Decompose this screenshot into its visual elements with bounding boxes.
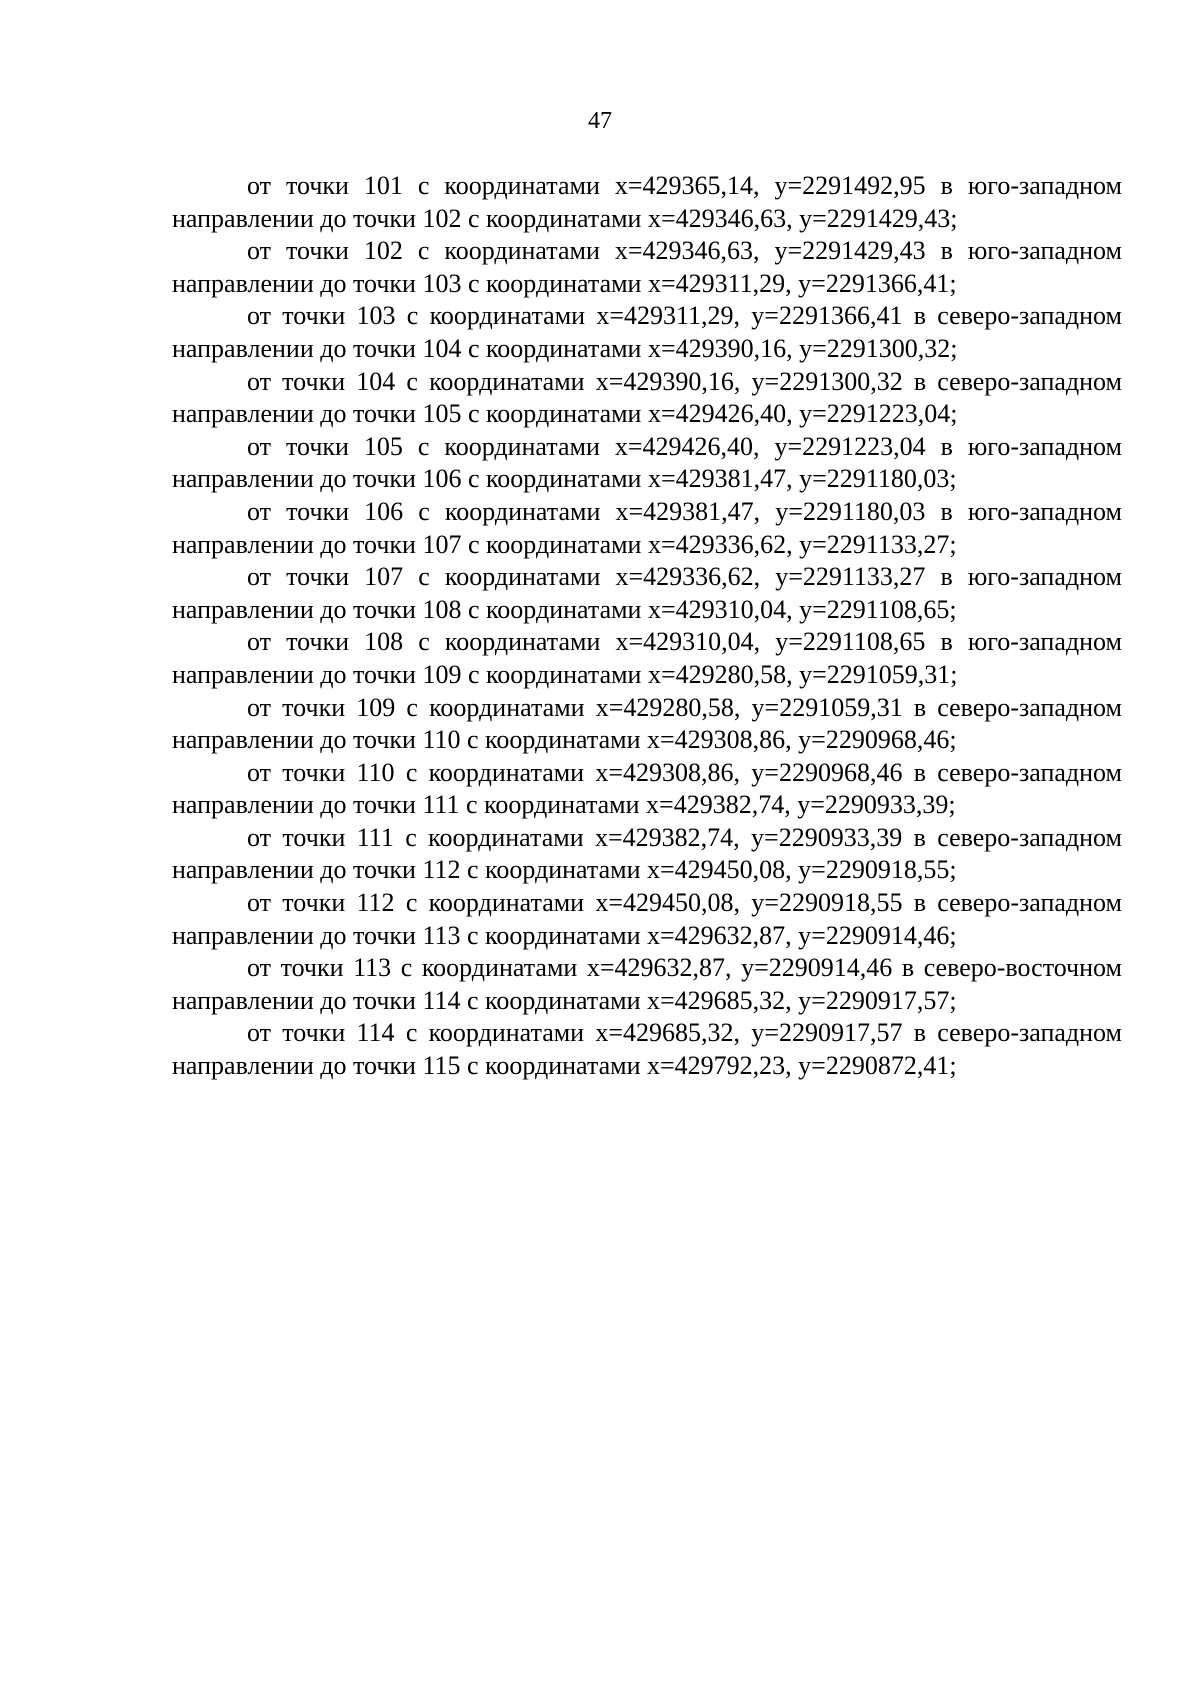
body-text — [172, 170, 1122, 1083]
paragraph: от точки 113 с координатами x=429632,87, y=2290914,46 в северо-восточном направлении до точки 114 с координатами x=429685,32, y=2290917,57; — [172, 953, 1122, 1015]
paragraph: от точки 112 с координатами x=429450,08, y=2290918,55 в северо-западном направлении до точки 113 с координатами x=429632,87, y=2290914,46; — [172, 888, 1122, 950]
paragraph: от точки 114 с координатами x=429685,32, y=2290917,57 в северо-западном направлении до точки 115 с координатами x=429792,23, y=2290872,41; — [172, 1018, 1122, 1081]
paragraph: от точки 103 с координатами x=429311,29, y=2291366,41 в северо-западном направлении до точки 104 с координатами x=429390,16, y=2291300,32; — [172, 301, 1122, 363]
paragraph: от точки 110 с координатами x=429308,86, y=2290968,46 в северо-западном направлении до точки 111 с координатами x=429382,74, y=2290933,39; — [172, 757, 1122, 820]
paragraph: от точки 101 с координатами x=429365,14, y=2291492,95 в юго-западном направлении до точки 102 с координатами x=429346,63, y=2291429,43; — [172, 171, 1122, 233]
paragraph: от точки 102 с координатами x=429346,63, y=2291429,43 в юго-западном направлении до точки 103 с координатами x=429311,29, y=2291366,41; — [172, 236, 1122, 298]
paragraph: от точки 105 с координатами x=429426,40, y=2291223,04 в юго-западном направлении до точки 106 с координатами x=429381,47, y=2291180,03; — [172, 431, 1122, 494]
page-number: 47 — [588, 108, 612, 134]
paragraph: от точки 111 с координатами x=429382,74, y=2290933,39 в северо-западном направлении до точки 112 с координатами x=429450,08, y=2290918,55; — [172, 822, 1122, 885]
paragraph: от точки 109 с координатами x=429280,58, y=2291059,31 в северо-западном направлении до точки 110 с координатами x=429308,86, y=2290968,46; — [172, 692, 1122, 755]
paragraph: от точки 104 с координатами x=429390,16, y=2291300,32 в северо-западном направлении до точки 105 с координатами x=429426,40, y=2291223,04; — [172, 366, 1122, 429]
paragraph: от точки 108 с координатами x=429310,04, y=2291108,65 в юго-западном направлении до точки 109 с координатами x=429280,58, y=2291059,31; — [172, 627, 1122, 689]
paragraph: от точки 106 с координатами x=429381,47, y=2291180,03 в юго-западном направлении до точки 107 с координатами x=429336,62, y=2291133,27; — [172, 496, 1122, 559]
paragraph: от точки 107 с координатами x=429336,62, y=2291133,27 в юго-западном направлении до точки 108 с координатами x=429310,04, y=2291108,65; — [172, 562, 1122, 624]
